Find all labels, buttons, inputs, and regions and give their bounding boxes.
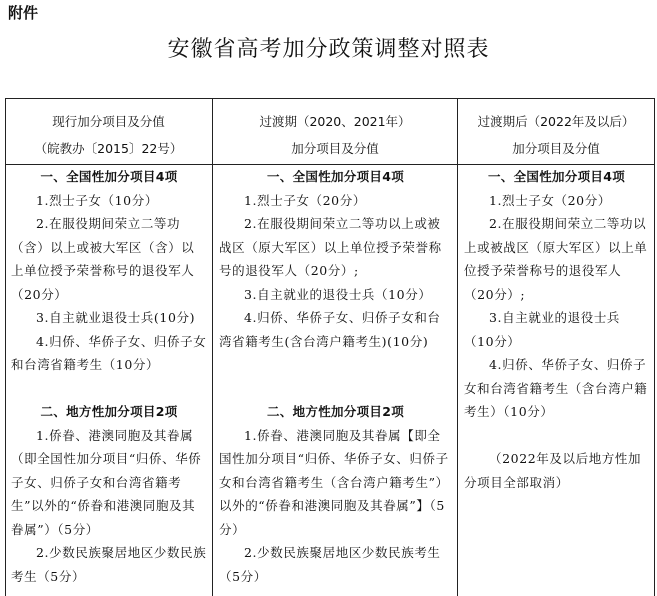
transition-local-item: 1.侨眷、港澳同胞及其眷属【即全国性加分项目“归侨、华侨子女、归侨子女和台湾省籍考生（含台湾户籍考生”）以外的“侨眷和港澳同胞及其眷属”】（5分） [219,427,449,537]
column-after [464,165,649,494]
header-current [5,108,212,162]
transition-national-item: 1.烈士子女（20分） [244,192,366,208]
after-local-note: （2022年及以后地方性加分项目全部取消） [464,451,642,490]
after-national-heading: 一、全国性加分项目4项 [488,169,625,184]
header-after [458,108,654,162]
transition-national-item: 3.自主就业的退役士兵（10分） [244,286,432,302]
document-title: 安徽省高考加分政策调整对照表 [167,37,490,62]
after-national-item: 4.归侨、华侨子女、归侨子女和台湾省籍考生（含台湾户籍考生）（10分） [464,357,648,419]
transition-national-heading: 一、全国性加分项目4项 [267,169,404,184]
column-current [11,165,207,588]
column-divider-2 [457,98,458,596]
current-national-item: 2.在服役期间荣立二等功（含）以上或被大军区（含）以上单位授予荣誉称号的退役军人（20分） [11,216,195,302]
after-national-item: 1.烈士子女（20分） [489,192,611,208]
current-local-item: 2.少数民族聚居地区少数民族考生（5分） [11,545,207,584]
column-divider-1 [212,98,213,596]
current-national-item: 1.烈士子女（10分） [36,192,158,208]
current-local-item: 1.侨眷、港澳同胞及其眷属（即全国性加分项目“归侨、华侨子女、归侨子女和台湾省籍考生”以外的“侨眷和港澳同胞及其眷属”）（5分） [11,427,202,537]
transition-local-item: 2.少数民族聚居地区少数民族考生（5分） [219,545,441,584]
header-after-line2: 加分项目及分值 [512,141,600,156]
header-current-line2: （皖教办〔2015〕22号） [34,141,183,156]
current-national-item: 3.自主就业退役士兵(10分) [36,310,196,325]
header-transition-line1: 过渡期（2020、2021年） [259,114,411,129]
header-transition-line2: 加分项目及分值 [291,141,379,156]
current-local-heading: 二、地方性加分项目2项 [40,404,178,419]
table-right-border [654,98,655,596]
column-transition [219,165,452,588]
current-national-item: 4.归侨、华侨子女、归侨子女和台湾省籍考生（10分） [11,333,207,372]
header-after-line1: 过渡期后（2022年及以后） [477,114,635,129]
current-national-heading: 一、全国性加分项目4项 [40,169,178,184]
header-transition [213,108,457,162]
after-national-item: 2.在服役期间荣立二等功以上或被战区（原大军区）以上单位授予荣誉称号的退役军人（20分）; [464,216,648,302]
after-national-item: 3.自主就业的退役士兵（10分） [464,310,621,349]
transition-national-item: 4.归侨、华侨子女、归侨子女和台湾省籍考生(含台湾户籍考生)(10分) [219,310,441,349]
transition-local-heading: 二、地方性加分项目2项 [267,404,404,419]
header-current-line1: 现行加分项目及分值 [52,114,165,129]
transition-national-item: 2.在服役期间荣立二等功以上或被战区（原大军区）以上单位授予荣誉称号的退役军人（20分）; [219,216,442,278]
attachment-label: 附件 [8,4,39,22]
